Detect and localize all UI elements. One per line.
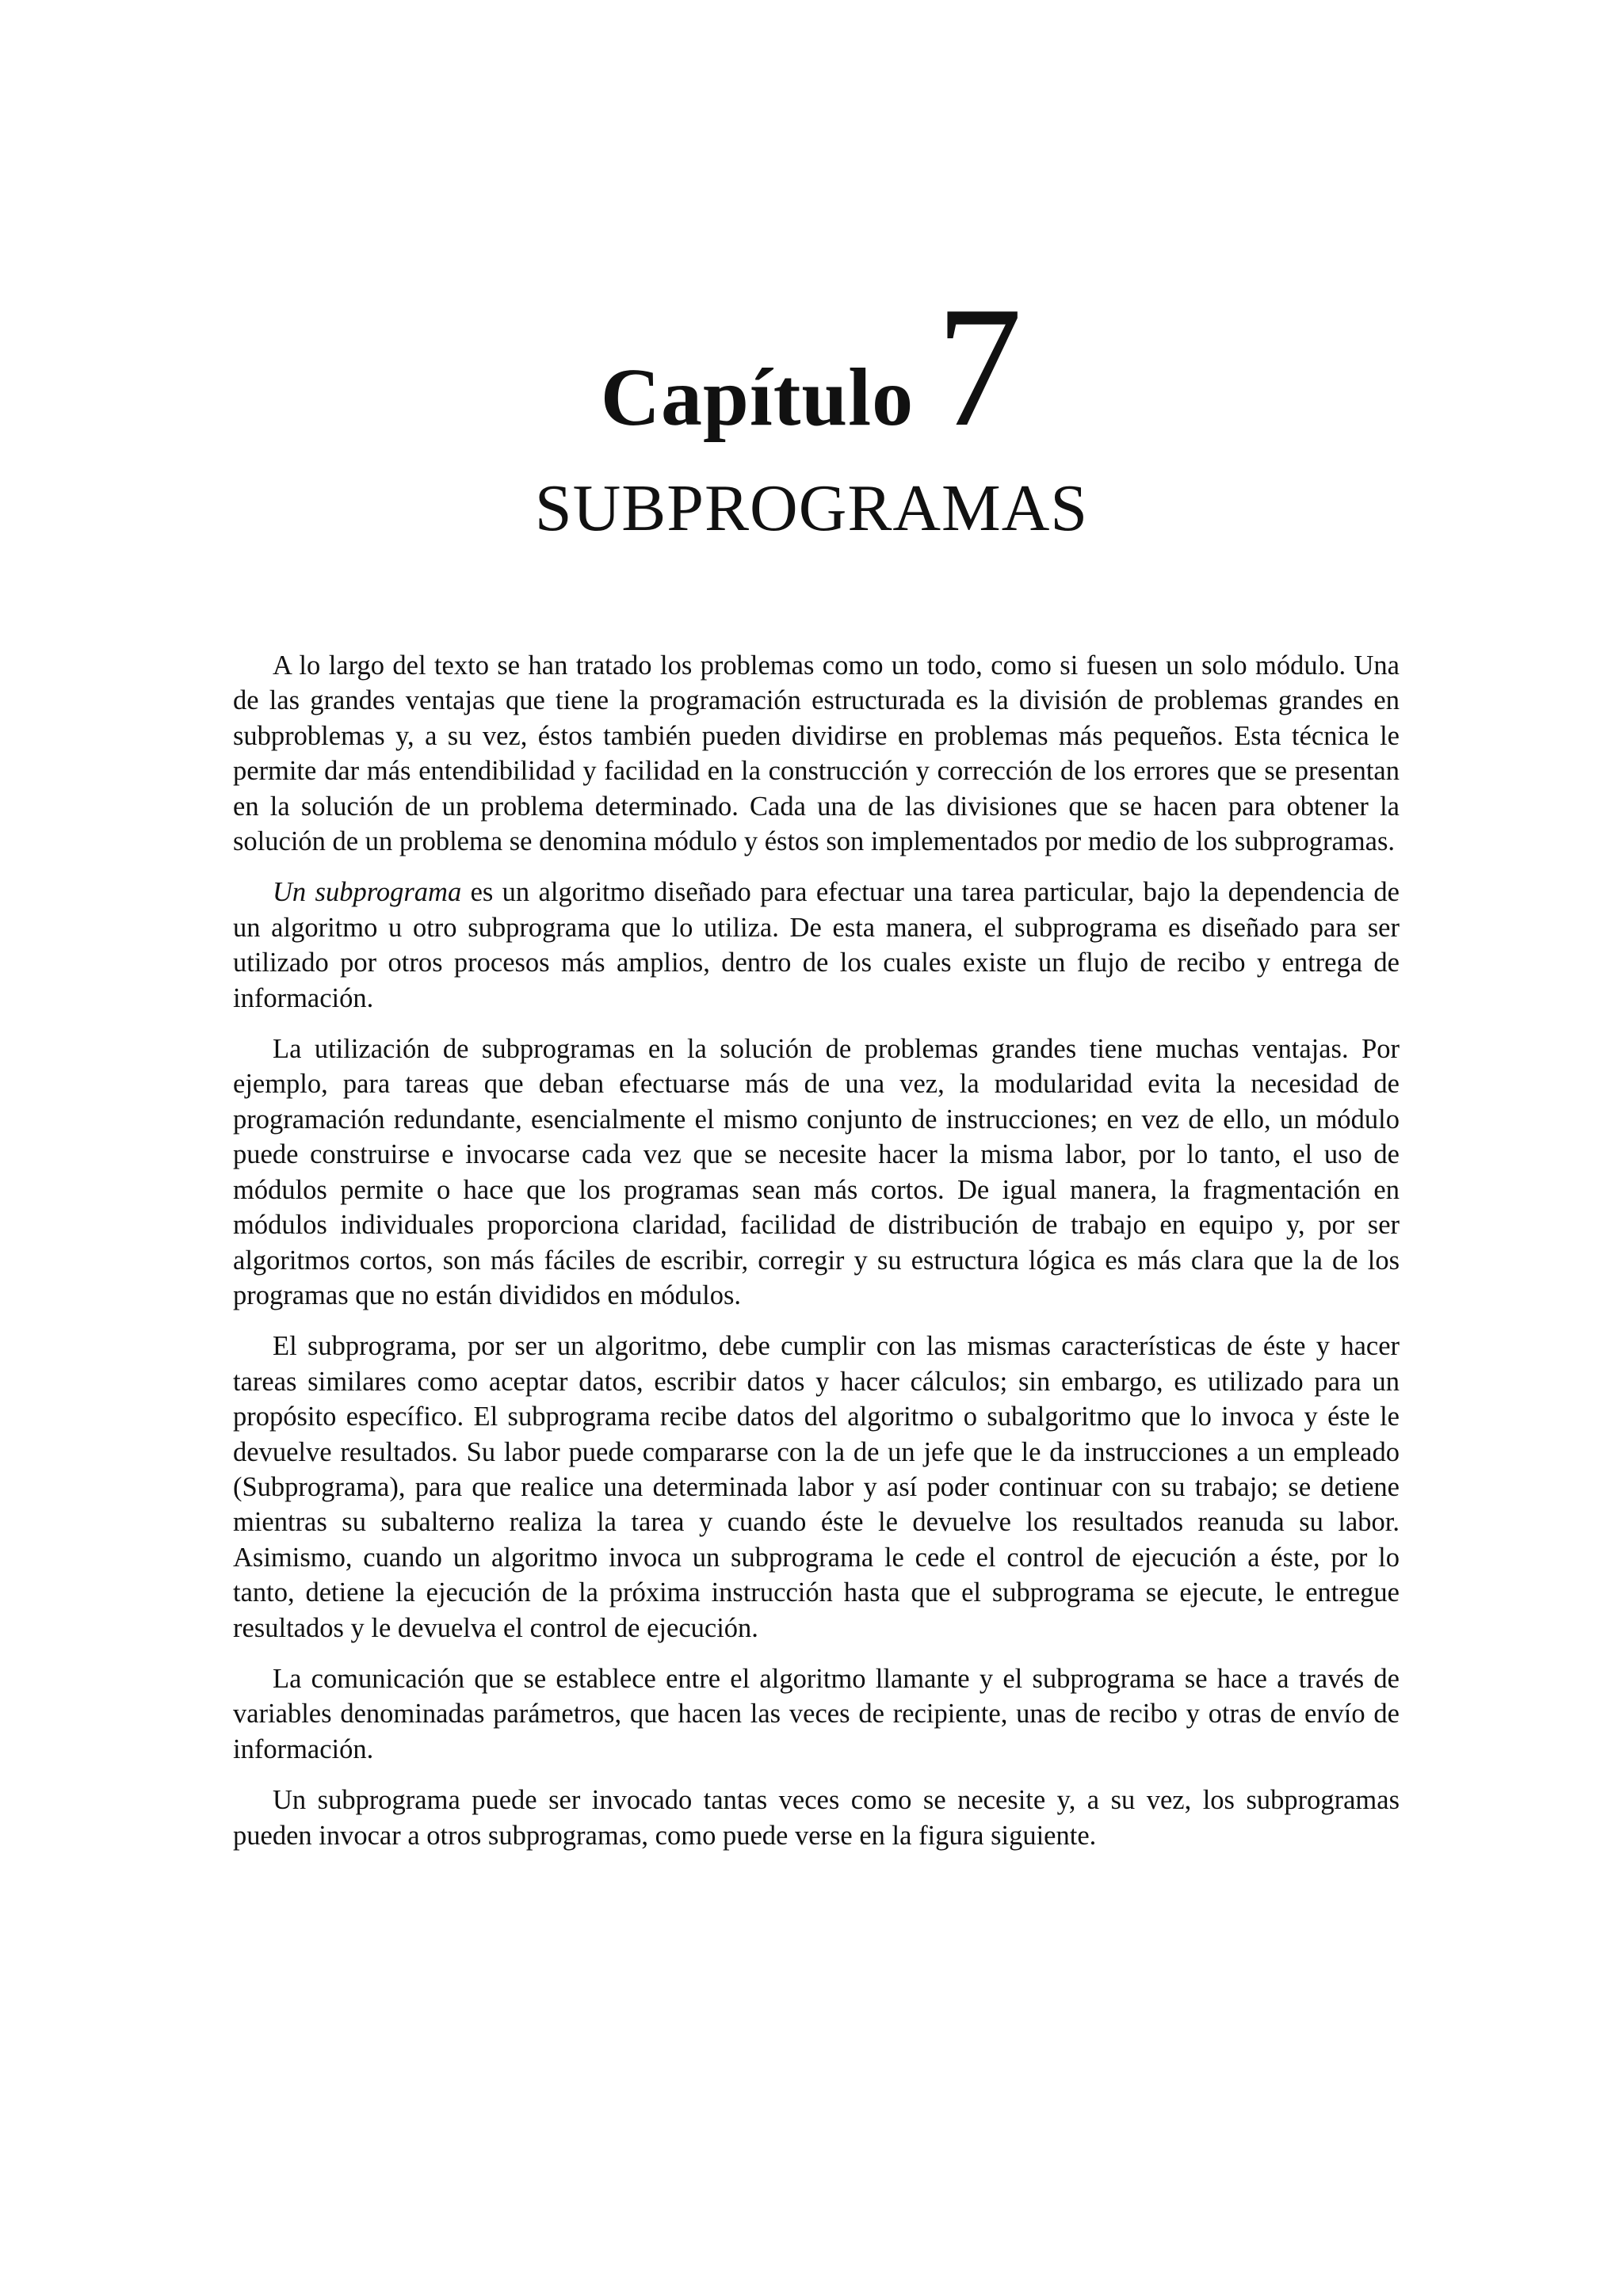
paragraph-2 (233, 875, 1400, 1016)
paragraph-text: es un algoritmo diseñado para efectuar una tarea particular, bajo la dependencia de un algoritmo u otro subprograma que lo utiliza. De esta manera, el subprograma es diseñado para ser utilizado por otros procesos más amplios, dentro de los cuales existe un flujo de recibo y entrega de información. (233, 877, 1400, 1013)
paragraph-6 (233, 1783, 1400, 1853)
chapter-body (233, 648, 1400, 1869)
chapter-heading (0, 272, 1623, 463)
paragraph-text: La comunicación que se establece entre el algoritmo llamante y el subprograma se hace a través de variables denominadas parámetros, que hacen las veces de recipiente, unas de recibo y otras de envío de información. (233, 1663, 1400, 1764)
chapter-label: Capítulo (600, 352, 915, 443)
paragraph-text: El subprograma, por ser un algoritmo, debe cumplir con las mismas características de éste y hacer tareas similares como aceptar datos, escribir datos y hacer cálculos; sin embargo, es utilizado para un propósito específico. El subprograma recibe datos del algoritmo o subalgoritmo que lo invoca y éste le devuelve resultados. Su labor puede compararse con la de un jefe que le da instrucciones a un empleado (Subprograma), para que realice una determinada labor y así poder continuar con su trabajo; se detiene mientras su subalterno realiza la tarea y cuando éste le devuelve los resultados reanuda su labor. Asimismo, cuando un algoritmo invoca un subprograma le cede el control de ejecución a éste, por lo tanto, detiene la ejecución de la próxima instrucción hasta que el subprograma se ejecute, le entregue resultados y le devuelva el control de ejecución. (233, 1331, 1400, 1643)
paragraph-lead-italic: Un subprograma (273, 877, 462, 908)
chapter-number: 7 (936, 272, 1023, 463)
paragraph-3 (233, 1032, 1400, 1313)
paragraph-1 (233, 648, 1400, 859)
paragraph-text: Un subprograma puede ser invocado tantas veces como se necesite y, a su vez, los subprogramas pueden invocar a otros subprogramas, como puede verse en la figura siguiente. (233, 1785, 1400, 1851)
paragraph-5 (233, 1661, 1400, 1767)
paragraph-text: A lo largo del texto se han tratado los problemas como un todo, como si fuesen un solo módulo. Una de las grandes ventajas que tiene la programación estructurada es la división de problemas grandes en subproblemas y, a su vez, éstos también pueden dividirse en problemas más pequeños. Esta técnica le permite dar más entendibilidad y facilidad en la construcción y corrección de los errores que se presentan en la solución de un problema determinado. Cada una de las divisiones que se hacen para obtener la solución de un problema se denomina módulo y éstos son implementados por medio de los subprogramas. (233, 650, 1400, 857)
chapter-title: SUBPROGRAMAS (534, 471, 1089, 545)
paragraph-4 (233, 1329, 1400, 1646)
paragraph-text: La utilización de subprogramas en la solución de problemas grandes tiene muchas ventajas. Por ejemplo, para tareas que deban efectuarse más de una vez, la modularidad evita la necesidad de programación redundante, esencialmente el mismo conjunto de instrucciones; en vez de ello, un módulo puede construirse e invocarse cada vez que se necesite hacer la misma labor, por lo tanto, el uso de módulos permite o hace que los programas sean más cortos. De igual manera, la fragmentación en módulos individuales proporciona claridad, facilidad de distribución de trabajo en equipo y, por ser algoritmos cortos, son más fáciles de escribir, corregir y su estructura lógica es más clara que la de los programas que no están divididos en módulos. (233, 1034, 1400, 1310)
